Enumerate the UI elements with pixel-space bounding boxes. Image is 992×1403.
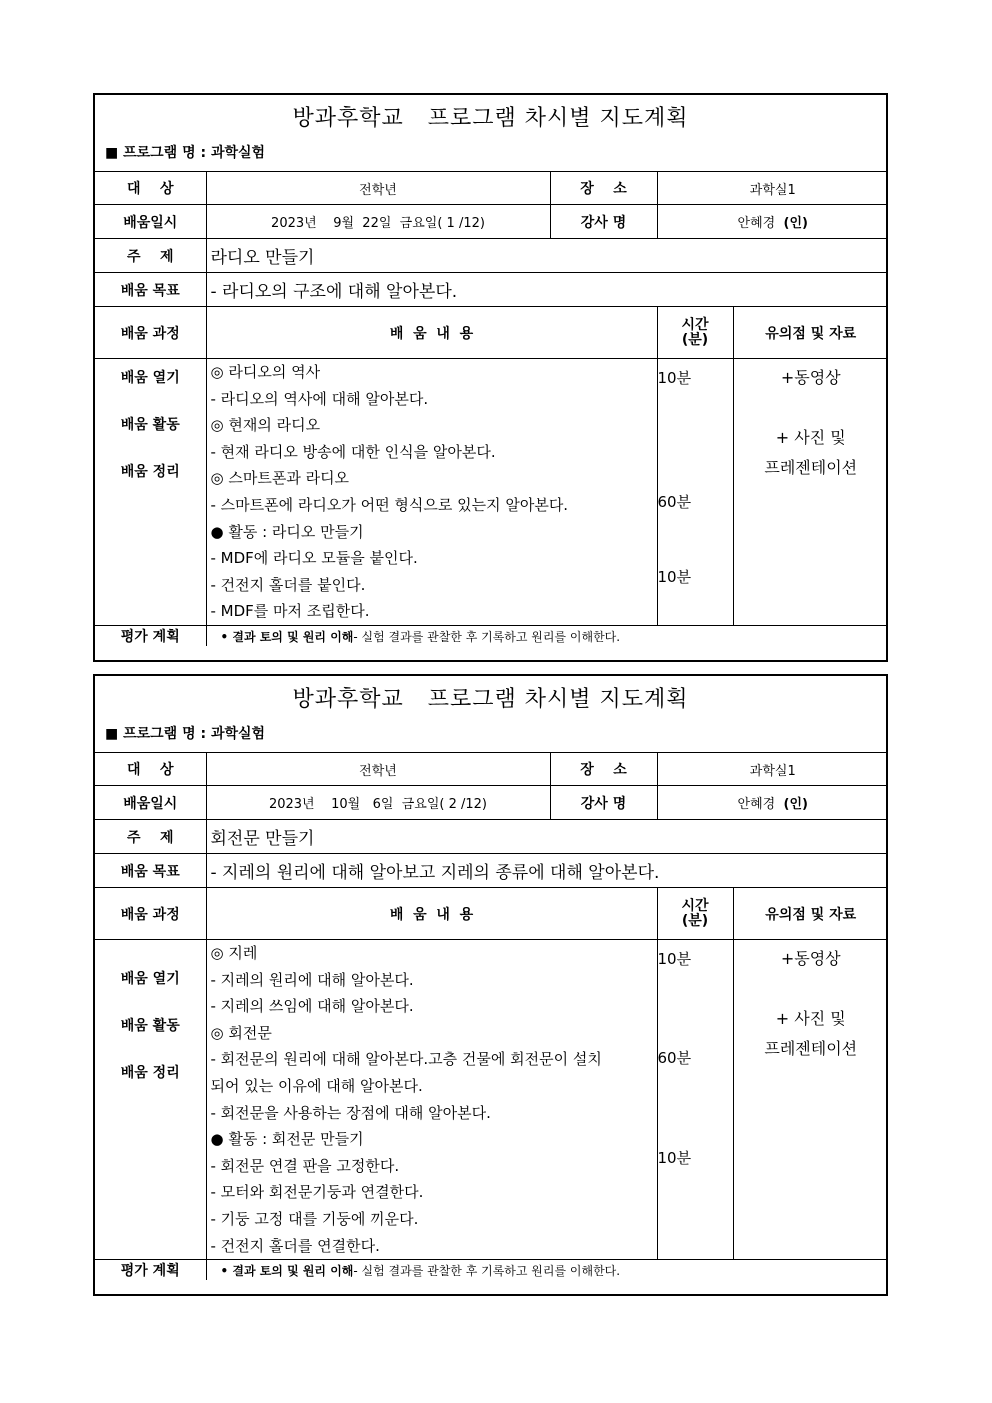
content-line: ◎ 지레 [210,944,258,962]
content-line: ◎ 라디오의 역사 [210,363,321,381]
material-item: + 사진 및 [775,428,846,447]
content-line: ◎ 스마트폰과 라디오 [210,469,350,488]
goal-label: 배움 목표 [95,273,206,307]
content-line: - 모터와 회전문기둥과 연결한다. [210,1183,424,1202]
process-label: 배움 과정 [95,888,206,940]
teacher-label: 강사 명 [550,786,657,820]
place-value: 과학실1 [657,172,888,205]
topic-value: 라디오 만들기 [206,239,888,273]
time-activity: 60분 [657,493,692,511]
content-line: ● 활동 : 회전문 만들기 [210,1130,364,1149]
target-value: 전학년 [206,172,550,205]
time-label [657,888,733,940]
time-activity: 60분 [657,1049,692,1067]
time-column [657,940,733,1260]
materials-column [733,359,888,626]
stage-open: 배움 열기 [120,370,180,386]
goal-value: - 지레의 원리에 대해 알아보고 지레의 종류에 대해 알아본다. [206,854,888,888]
evaluation-label: 평가 계획 [95,626,206,647]
time-open: 10분 [657,369,692,387]
stage-activity: 배움 활동 [120,1018,180,1034]
teacher-cell [657,205,888,239]
date-label: 배움일시 [95,205,206,239]
time-close: 10분 [657,568,692,586]
place-value: 과학실1 [657,753,888,786]
material-item: +동영상 [780,949,841,968]
content-column [206,940,657,1260]
teacher-label: 강사 명 [550,205,657,239]
evaluation-text: - 실험 결과를 관찰한 후 기록하고 원리를 이해한다. [353,629,621,644]
notes-label: 유의점 및 자료 [733,888,888,940]
evaluation-value [206,626,888,647]
content-line: - 라디오의 역사에 대해 알아본다. [210,389,429,408]
content-line: - 스마트폰에 라디오가 어떤 형식으로 있는지 알아본다. [210,495,569,514]
content-line: - 회전문의 원리에 대해 알아본다.고층 건물에 회전문이 설치 [210,1050,602,1069]
goal-label: 배움 목표 [95,854,206,888]
content-line: - 지레의 쓰임에 대해 알아본다. [210,997,414,1016]
content-line: ● 활동 : 라디오 만들기 [210,522,364,541]
notes-label: 유의점 및 자료 [733,307,888,359]
time-close: 10분 [657,1149,692,1167]
evaluation-value [206,1260,888,1281]
stage-open: 배움 열기 [120,971,180,987]
stage-activity: 배움 활동 [120,417,180,433]
place-label: 장 소 [550,172,657,205]
seal-mark: (인) [783,797,808,812]
time-label-text: 시간 (분) [681,316,709,348]
teacher-name: 안혜경 [737,797,776,812]
material-item: 프레젠테이션 [764,1039,858,1058]
plan-table [95,752,888,1280]
content-line: ◎ 현재의 라디오 [210,416,321,435]
content-line: - 건전지 홀더를 연결한다. [210,1236,380,1255]
date-value: 2023년 9월 22일 금요일( 1 /12) [206,205,550,239]
date-value: 2023년 10월 6일 금요일( 2 /12) [206,786,550,820]
stage-close: 배움 정리 [120,464,180,480]
material-item: + 사진 및 [775,1009,846,1028]
teacher-name: 안혜경 [737,216,776,231]
content-label: 배 움 내 용 [206,307,657,359]
teacher-cell [657,786,888,820]
plan-title: 방과후학교 프로그램 차시별 지도계획 [292,687,689,712]
content-line: - 건전지 홀더를 붙인다. [210,575,366,594]
stage-close: 배움 정리 [120,1065,180,1081]
stage-column [95,359,206,626]
topic-label: 주 제 [95,239,206,273]
stage-column [95,940,206,1260]
program-name: ■ 프로그램 명 : 과학실험 [105,726,266,742]
content-line: - MDF에 라디오 모듈을 붙인다. [210,549,418,568]
program-name: ■ 프로그램 명 : 과학실험 [105,145,266,161]
content-line: - 지레의 원리에 대해 알아본다. [210,970,414,989]
time-label-text: 시간 (분) [681,897,709,929]
evaluation-text: - 실험 결과를 관찰한 후 기록하고 원리를 이해한다. [353,1263,621,1278]
evaluation-bold: • 결과 토의 및 원리 이해 [220,1263,354,1278]
content-line: - 기둥 고정 대를 기둥에 끼운다. [210,1209,419,1228]
plan-title: 방과후학교 프로그램 차시별 지도계획 [292,106,689,131]
target-label: 대 상 [95,172,206,205]
evaluation-label: 평가 계획 [95,1260,206,1281]
material-item: 프레젠테이션 [764,458,858,477]
topic-value: 회전문 만들기 [206,820,888,854]
content-label: 배 움 내 용 [206,888,657,940]
content-line: 되어 있는 이유에 대해 알아본다. [210,1076,423,1095]
time-column [657,359,733,626]
content-line: - 회전문 연결 판을 고정한다. [210,1156,400,1175]
target-value: 전학년 [206,753,550,786]
seal-mark: (인) [783,216,808,231]
place-label: 장 소 [550,753,657,786]
plan-table [95,171,888,646]
content-line: - 현재 라디오 방송에 대한 인식을 알아본다. [210,442,496,461]
topic-label: 주 제 [95,820,206,854]
process-label: 배움 과정 [95,307,206,359]
goal-value: - 라디오의 구조에 대해 알아본다. [206,273,888,307]
lesson-plan-1 [93,93,888,662]
time-label [657,307,733,359]
lesson-plan-2 [93,674,888,1296]
date-label: 배움일시 [95,786,206,820]
materials-column [733,940,888,1260]
content-line: - 회전문을 사용하는 장점에 대해 알아본다. [210,1103,491,1122]
content-line: ◎ 회전문 [210,1023,272,1042]
material-item: +동영상 [780,368,841,387]
target-label: 대 상 [95,753,206,786]
evaluation-bold: • 결과 토의 및 원리 이해 [220,629,354,644]
content-line: - MDF를 마저 조립한다. [210,602,370,621]
time-open: 10분 [657,950,692,968]
content-column [206,359,657,626]
